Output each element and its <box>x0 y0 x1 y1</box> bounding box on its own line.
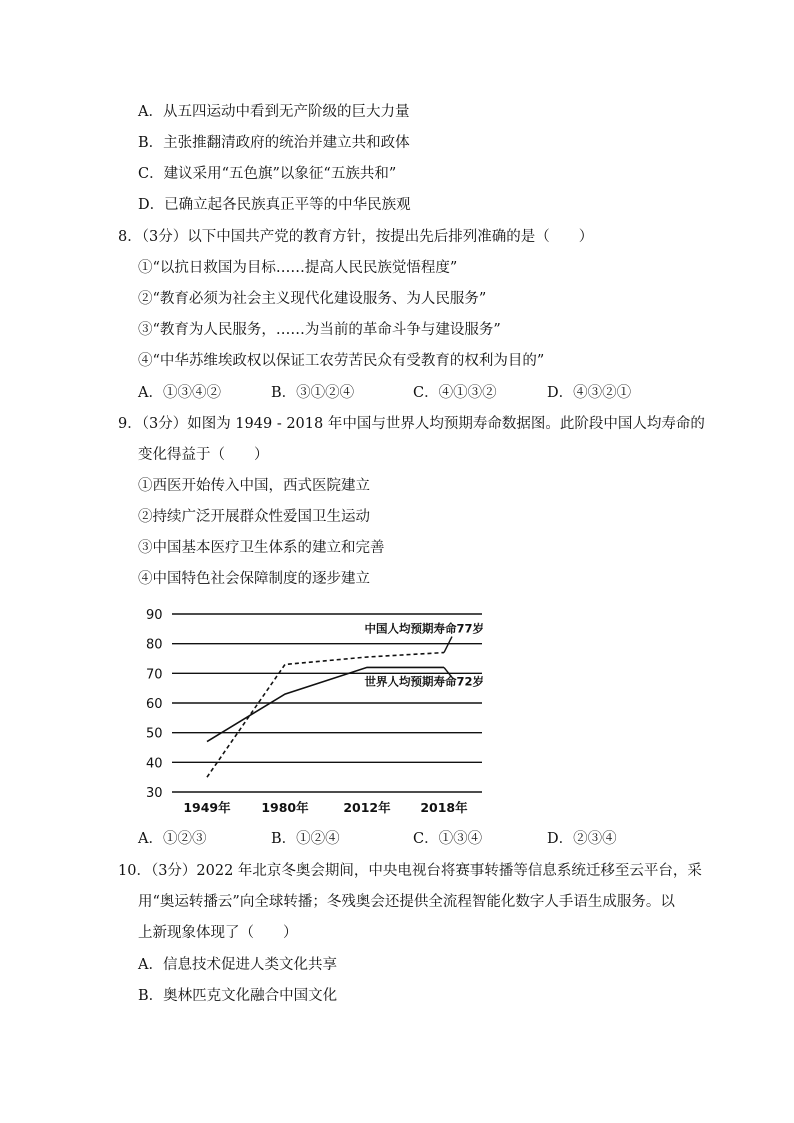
q9-item-2: ②持续广泛开展群众性爱国卫生运动 <box>138 509 370 525</box>
x-tick-label: 1949年 <box>183 800 231 815</box>
x-tick-label: 1980年 <box>261 800 309 815</box>
q10-option-b: B．奥林匹克文化融合中国文化 <box>138 988 338 1004</box>
y-tick-label: 60 <box>146 697 163 712</box>
q10-stem-line2: 用“奥运转播云”向全球转播；冬残奥会还提供全流程智能化数字人手语生成服务。以 <box>138 894 675 910</box>
q8-choice-c: C．④①③② <box>413 385 497 401</box>
q8-choice-d: D．④③②① <box>547 385 632 401</box>
q9-choice-c: C．①③④ <box>413 831 483 847</box>
x-tick-label: 2018年 <box>420 800 468 815</box>
series-label-china: 中国人均预期寿命77岁 <box>364 621 484 636</box>
q9-stem-line1: 9．（3分）如图为 1949 - 2018 年中国与世界人均预期寿命数据图。此阶段中国人均寿命的 <box>118 416 705 432</box>
q8-item-3: ③“教育为人民服务，……为当前的革命斗争与建设服务” <box>138 322 501 338</box>
q10-stem-line1: 10．（3分）2022 年北京冬奥会期间，中央电视台将赛事转播等信息系统迁移至云平台，采 <box>118 863 702 879</box>
q9-item-3: ③中国基本医疗卫生体系的建立和完善 <box>138 540 385 556</box>
q8-choice-a: A．①③④② <box>138 385 221 401</box>
q9-stem-line2: 变化得益于（ ） <box>138 447 269 463</box>
q8-choice-b: B．③①②④ <box>271 385 355 401</box>
y-tick-label: 40 <box>146 756 163 772</box>
q7-option-c: C．建议采用“五色旗”以象征“五族共和” <box>138 166 397 182</box>
q8-stem: 8．（3分）以下中国共产党的教育方针，按提出先后排列准确的是（ ） <box>118 229 594 245</box>
y-tick-label: 90 <box>146 608 163 623</box>
q7-option-b: B．主张推翻清政府的统治并建立共和政体 <box>138 135 410 151</box>
series-label-world: 世界人均预期寿命72岁 <box>364 674 484 689</box>
q9-choices <box>138 829 698 849</box>
series-line-china <box>207 653 444 778</box>
q8-choices <box>138 383 698 403</box>
q9-choice-d: D．②③④ <box>547 831 617 847</box>
q9-choice-a: A．①②③ <box>138 831 207 847</box>
y-tick-label: 30 <box>146 786 163 801</box>
q7-option-a: A．从五四运动中看到无产阶级的巨大力量 <box>138 104 410 120</box>
y-tick-label: 80 <box>146 637 163 653</box>
q9-choice-b: B．①②④ <box>271 831 340 847</box>
y-tick-label: 50 <box>146 726 163 742</box>
label-leader-china <box>444 637 452 653</box>
q10-stem-line3: 上新现象体现了（ ） <box>138 925 298 941</box>
q9-item-4: ④中国特色社会保障制度的逐步建立 <box>138 571 370 587</box>
q8-item-4: ④“中华苏维埃政权以保证工农劳苦民众有受教育的权利为目的” <box>138 353 545 369</box>
q7-option-d: D．已确立起各民族真正平等的中华民族观 <box>138 197 411 213</box>
q8-item-2: ②“教育必须为社会主义现代化建设服务、为人民服务” <box>138 291 487 307</box>
q10-option-a: A．信息技术促进人类文化共享 <box>138 957 337 973</box>
y-tick-label: 70 <box>146 667 163 683</box>
life-expectancy-chart <box>130 600 500 820</box>
x-tick-label: 2012年 <box>343 800 391 815</box>
q9-item-1: ①西医开始传入中国，西式医院建立 <box>138 478 370 494</box>
q8-item-1: ①“以抗日救国为目标……提高人民民族觉悟程度” <box>138 260 458 276</box>
